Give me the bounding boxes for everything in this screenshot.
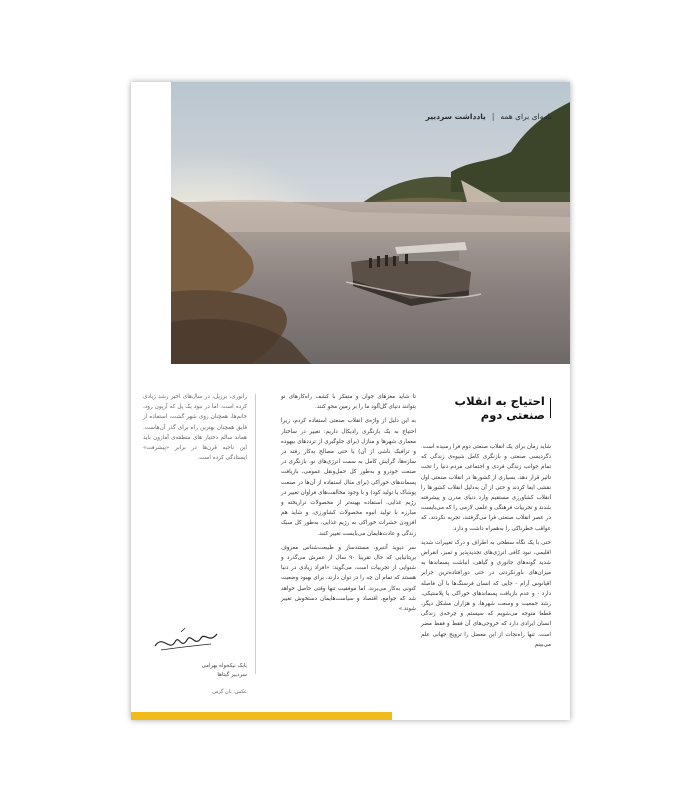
editor-name: بابک نیکخواه بهرامی bbox=[201, 663, 247, 669]
caption-text: رابوری، برزیل، در سال‌های اخیر رشد زیادی کرده است. اما در نبود یک پل که آرپون رود، خانم‌ها، همچنان روی شهر گشت، استفاده از قایق همچنان بهترین راه برای گذر آن‌هاست. هماند سالم دختیار های منطقه‌ی آمازون باید این ناحیه قرن‌ها در برابر «پیشرفت» ایستادگی کرده است. bbox=[143, 394, 247, 462]
accent-bar bbox=[131, 712, 392, 720]
column-divider bbox=[255, 394, 256, 674]
section-header bbox=[426, 112, 552, 121]
article-title-block bbox=[426, 394, 551, 422]
paragraph: تا شاید مغزهای جوان و متفکر با کشف راه‌کارهای نو بتوانند دنیای گل‌آلود ما را بر زمین محو کنند. bbox=[281, 394, 416, 411]
photo-caption bbox=[143, 392, 247, 467]
article-column-right bbox=[421, 442, 551, 654]
editor-credit bbox=[143, 662, 247, 680]
section-title: یادداشت سردبیر bbox=[425, 112, 486, 121]
editor-signature bbox=[151, 624, 221, 658]
article-title: احتیاج به انقلاب صنعتی دوم bbox=[454, 394, 545, 422]
paragraph: حتی با یک نگاه سطحی به اطراف و درک تغییرات شدید اقلیمی، نبود کافی انرژی‌های تجدیدپذیر و تمیز، انقراض شدید گونه‌های جانوری و گیاهی، انباشت پسماندها به میزان‌های باورنکردنی در حتی دورافتاده‌ترین جزایر اقیانوس آرام - جایی که انسان فرسنگ‌ها با آن فاصله دارد - و عدم بازیافت پسماندهای خوراکی یا پلاستیکی، رشد جمعیت و وسعت شهرها، و هزاران مشکل دیگر، قطعا متوجه می‌شویم که سیستم و چرخه‌ی زندگی انسان ایرادی دارد که خروجی‌های آن فقط و فقط مضر است. تنها راه‌نجات از این معضل را ترویج جهانی علم می‌بینم bbox=[421, 539, 551, 648]
paragraph: شاید زمان برای یک انقلاب صنعتی دوم فرا رسیده است. دگردیسی صنعتی و بازنگری کامل شیوه‌ی زندگی که تمام جوانب زندگی فردی و اجتماعی مردم دنیا را تحت تاثیر قرار دهد. بسیاری از کشورها در انقلاب صنعتی اول نقشی ایفا کردند و حتی از آن به‌دلیل انقلاب کشورها را انقلاب کشاورزی مستقیم وارد دنیای مدرن و پیشرفته شدند و تجربیات فرهنگی و علمی لازمی را که می‌بایست در عصر انقلاب صنعتی فرا می‌گرفتند، تجربه نکردند، که عواقب خطرناکی را به‌همراه داشت و دارد. bbox=[421, 444, 551, 532]
article-column-middle bbox=[281, 392, 416, 618]
editor-role: سردبیر گیتاها bbox=[217, 672, 247, 678]
magazine-page bbox=[131, 82, 570, 720]
photo-credit: عکس: بان گرس bbox=[212, 689, 247, 695]
paragraph: به این دلیل از واژه‌ی انقلاب صنعتی استفاده کردم، زیرا احتیاج به یک بازنگری رادیکال داریم: تغییر در ساختار معماری شهرها و منازل (برای جلوگیری از ترددهای بیهوده و ترافیک ناشی از آن) یا حتی مصالح به‌کار رفته در سازه‌ها، گرایش کامل به سمت انرژی‌های نو، بازنگری در صنعت خودرو و به‌طور کل حمل‌ونقل عمومی، بازیافت پسماندهای خوراکی (برای مثال استفاده از آن‌ها در صنعت پوشاک یا تولید کود) و با وجود مخالفت‌های فراوان تغییر در رژیم غذایی، استفاده بهینه‌تر از محصولات تراریخته و مبارزه با تولید انبوه محصولات کشاورزی، و شاید هم افزودن حشرات خوراکی به رژیم غذایی، به‌طور کل سبک زندگی و عادت‌هایمان می‌بایست تغییر کنند. bbox=[281, 418, 416, 537]
header-separator: | bbox=[491, 112, 495, 121]
paragraph: سر دیوید آتنبرو، مستندساز و طبیعت‌شناس معروف بریتانیایی که حال تقریبا ۹۰ سال از عمرش می‌گذرد و شنوایی از تجربیات است، می‌گوید: «افراد زیادی در دنیا هستند که تمام آن چه را در توان دارند، برای بهبود وضعیت کنونی به‌کار می‌برند. اما موفقیت تنها وقتی حاصل خواهد شد که جوامع، اقتصاد و سیاست‌هایمان دستخوش تغییر شوند.» bbox=[281, 544, 416, 613]
section-subtitle: نامه‌ای برای همه bbox=[500, 112, 552, 121]
river-ferry-photo bbox=[171, 82, 570, 364]
title-rule bbox=[550, 398, 551, 418]
